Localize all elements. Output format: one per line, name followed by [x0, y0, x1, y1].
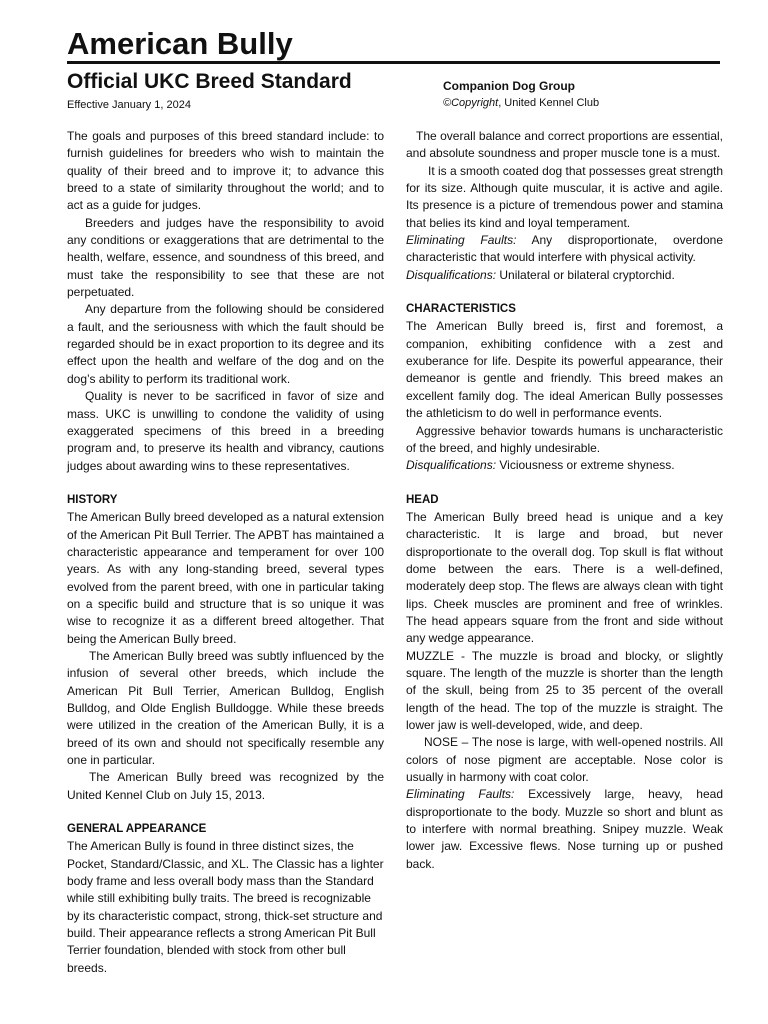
eliminating-faults-text: Excessively large, heavy, head disproportionate to the body. Muzzle so short and blunt as to interfere with normal breathing. Snipey muzzle. Weak lower jaw. Excessive flews. Nose turning up or pushed back.	[406, 787, 723, 871]
eliminating-faults	[406, 232, 723, 267]
right-column	[406, 128, 723, 873]
disqualifications	[406, 457, 723, 474]
eliminating-faults-label: Eliminating Faults:	[406, 787, 515, 802]
head-paragraph: The American Bully breed head is unique and a key characteristic. It is large and broad, but never disproportionate to the overall dog. Top skull is flat without dome between the ears. There is a well-defined, moderately deep stop. The flews are always clean with tight lips. Cheek muscles are prominent and free of wrinkles. The head appears square from the front and side without any wedge appearance.	[406, 509, 723, 646]
intro-paragraph: The goals and purposes of this breed standard include: to furnish guidelines for breeders who wish to maintain the quality of their breed and to improve it; to advance this breed to a state of similarity throughout the world; and to act as a guide for judges.	[67, 129, 384, 213]
head-heading: HEAD	[406, 493, 439, 506]
effective-date: Effective January 1, 2024	[67, 99, 191, 111]
nose-paragraph: NOSE – The nose is large, with well-opened nostrils. All colors of nose pigment are acceptable. Nose color is usually in harmony with coat color.	[406, 735, 723, 785]
copyright-owner: , United Kennel Club	[498, 97, 600, 109]
title-divider	[67, 61, 720, 64]
muzzle-paragraph: MUZZLE - The muzzle is broad and blocky, or slightly square. The length of the muzzle is shorter than the length of the skull, being from 25 to 35 percent of the overall length of the head. The top of the muzzle is straight. The lower jaw is well-developed, wide, and deep.	[406, 648, 723, 732]
general-appearance-paragraph: The American Bully is found in three distinct sizes, the Pocket, Standard/Classic, and XL. The Classic has a lighter body frame and less overall body mass than the Standard while still exhibiting bully traits. The breed is recognizable by its characteristic compact, strong, thick-set structure and build. Their appearance reflects a strong American Pit Bull Terrier foundation, blended with stock from other bull breeds.	[67, 839, 384, 975]
eliminating-faults-text: Any disproportionate, overdone characteristic that would interfere with physical activity.	[406, 233, 723, 265]
history-heading: HISTORY	[67, 493, 118, 506]
intro-paragraph: Any departure from the following should be considered a fault, and the seriousness with which the fault should be regarded should be in exact proportion to its degree and its effect upon the health and welfare of the dog and on the dog’s ability to perform its traditional work.	[67, 302, 384, 386]
document-title: American Bully	[67, 26, 293, 61]
general-appearance-paragraph: The overall balance and correct proportions are essential, and absolute soundness and proper muscle tone is a must.	[406, 129, 723, 161]
general-appearance-paragraph: It is a smooth coated dog that possesses great strength for its size. Although quite muscular, it is active and agile. Its presence is a picture of tremendous power and stamina that belies its kind and loyal temperament.	[406, 163, 723, 230]
characteristics-paragraph: The American Bully breed is, first and foremost, a companion, exhibiting confidence with a zest and exuberance for life. Despite its powerful appearance, their demeanor is gentle and friendly. This breed makes an excellent family dog. The ideal American Bully possesses the athleticism to do well in performance events.	[406, 319, 723, 421]
intro-paragraph: Quality is never to be sacrificed in favor of size and mass. UKC is unwilling to condone the validity of using exaggerated specimens of this breed in a breeding program and, to preserve its health and vibrancy, cautions judges about awarding wins to these representatives.	[67, 389, 384, 473]
general-appearance-heading: GENERAL APPEARANCE	[67, 823, 207, 836]
history-paragraph: The American Bully breed was recognized by the United Kennel Club on July 15, 2013.	[67, 770, 384, 802]
copyright-word: ©Copyright	[443, 97, 499, 109]
characteristics-paragraph: Aggressive behavior towards humans is uncharacteristic of the breed, and highly undesirable.	[406, 423, 723, 455]
intro-paragraph: Breeders and judges have the responsibility to avoid any conditions or exaggerations that are detrimental to the health, welfare, essence, and soundness of this breed, and must take the responsibility to see that these are not perpetuated.	[67, 215, 384, 300]
disqualifications-label: Disqualifications:	[406, 267, 497, 282]
history-paragraph: The American Bully breed was subtly influenced by the infusion of several other breeds, which include the American Pit Bull Terrier, American Bulldog, English Bulldog, and Olde English Bulldogge. While these breeds were utilized in the creation of the American Bully, it is a breed of its own and should not specifically resemble any one in particular.	[67, 648, 384, 768]
left-column	[67, 128, 384, 977]
disqualifications-label: Disqualifications:	[406, 458, 497, 473]
breed-group: Companion Dog Group	[443, 79, 575, 93]
disqualifications-text: Viciousness or extreme shyness.	[496, 458, 675, 473]
characteristics-heading: CHARACTERISTICS	[406, 303, 516, 316]
eliminating-faults-label: Eliminating Faults:	[406, 233, 517, 248]
eliminating-faults	[406, 786, 723, 873]
disqualifications-text: Unilateral or bilateral cryptorchid.	[496, 267, 675, 282]
disqualifications	[406, 267, 723, 284]
history-paragraph: The American Bully breed developed as a natural extension of the American Pit Bull Terrier. The APBT has maintained a characteristic appearance and temperament for over 100 years. As with any long-standing breed, several types evolved from the parent breed, with one in particular taking on a specific build and structure that is so unique it was wise to recognize it as a different breed altogether. That being the American Bully breed.	[67, 510, 384, 646]
copyright-notice	[443, 96, 599, 110]
document-subtitle: Official UKC Breed Standard	[67, 70, 352, 93]
